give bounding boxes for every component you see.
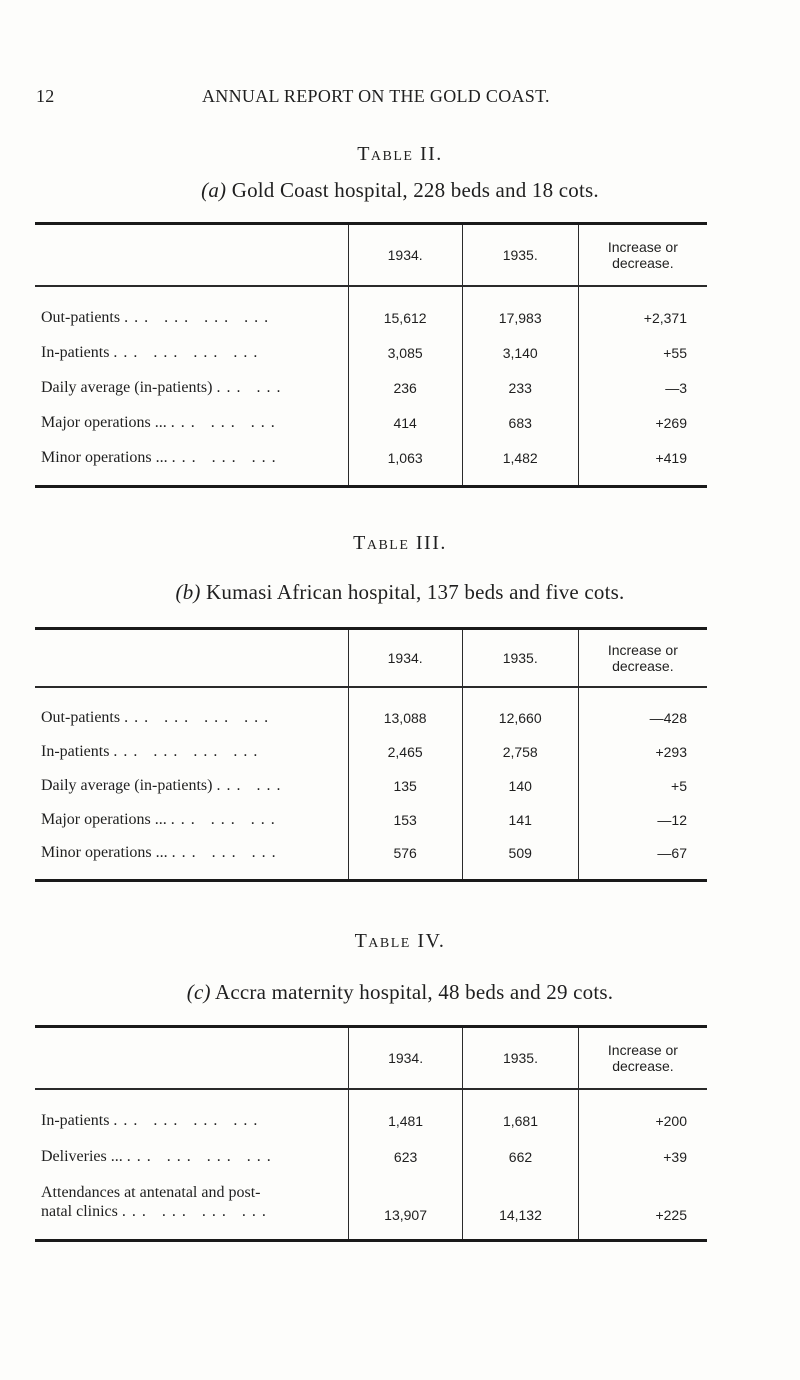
value-change: —12	[578, 803, 707, 837]
header-1934: 1934.	[348, 224, 462, 286]
value-change: +55	[578, 336, 707, 371]
table-row	[35, 286, 707, 336]
value-change: +293	[578, 735, 707, 769]
row-label: Out-patients ... ... ... ...	[41, 709, 275, 726]
table-title: Table IV.	[354, 930, 446, 952]
value-1935: 1,482	[462, 441, 578, 487]
table-row	[35, 803, 707, 837]
value-1934: 1,481	[349, 1089, 463, 1139]
value-1935: 2,758	[462, 735, 578, 769]
caption-text: Gold Coast hospital, 228 beds and 18 cots.	[231, 178, 599, 202]
header-change: Increase or decrease.	[578, 224, 707, 286]
value-1934: 3,085	[348, 336, 462, 371]
value-1935: 141	[462, 803, 578, 837]
value-1935: 3,140	[462, 336, 578, 371]
value-1934: 576	[348, 837, 462, 881]
row-label: Minor operations ... ... ... ...	[41, 843, 282, 861]
table-caption	[0, 980, 800, 1005]
table-row	[35, 1089, 707, 1139]
value-1935: 233	[462, 371, 578, 406]
table-row	[35, 735, 707, 769]
row-label: In-patients ... ... ... ...	[41, 344, 264, 361]
header-1934: 1934.	[348, 629, 462, 687]
row-label: Daily average (in-patients) ... ...	[41, 776, 287, 794]
data-table	[35, 222, 707, 488]
value-1934: 1,063	[348, 441, 462, 487]
row-label: Major operations ... ... ... ...	[41, 414, 281, 431]
value-1935: 12,660	[462, 687, 578, 735]
table-row	[35, 371, 707, 406]
value-1935: 1,681	[463, 1089, 579, 1139]
table-row	[35, 769, 707, 803]
value-change: +225	[578, 1175, 707, 1241]
value-1934: 13,907	[349, 1175, 463, 1241]
value-1935: 14,132	[463, 1175, 579, 1241]
table-caption	[0, 580, 800, 605]
table-caption	[0, 178, 800, 203]
value-change: +200	[578, 1089, 707, 1139]
table-title: Table II.	[357, 143, 443, 165]
table-title: Table III.	[353, 532, 447, 554]
caption-letter: (a)	[201, 178, 227, 202]
value-1935: 17,983	[462, 286, 578, 336]
caption-text: Accra maternity hospital, 48 beds and 29 cots.	[215, 980, 614, 1004]
caption-letter: (b)	[175, 580, 201, 604]
table-row	[35, 1139, 707, 1175]
header-1934: 1934.	[349, 1027, 463, 1089]
row-label: Daily average (in-patients) ... ...	[41, 379, 287, 396]
header-change: Increase or decrease.	[578, 1027, 707, 1089]
header-blank	[35, 629, 348, 687]
value-change: —67	[578, 837, 707, 881]
value-change: —428	[578, 687, 707, 735]
table-row	[35, 1175, 707, 1241]
header-1935: 1935.	[462, 224, 578, 286]
header-blank	[35, 224, 348, 286]
table-row	[35, 336, 707, 371]
value-1934: 414	[348, 406, 462, 441]
row-label: In-patients ... ... ... ...	[41, 742, 264, 760]
data-table	[35, 627, 707, 882]
value-change: +5	[578, 769, 707, 803]
value-1934: 236	[348, 371, 462, 406]
table-row	[35, 406, 707, 441]
running-title: ANNUAL REPORT ON THE GOLD COAST.	[202, 86, 550, 106]
value-change: +2,371	[578, 286, 707, 336]
value-change: +419	[578, 441, 707, 487]
caption-letter: (c)	[186, 980, 211, 1004]
header-1935: 1935.	[462, 629, 578, 687]
row-label: Minor operations ... ... ... ...	[41, 448, 282, 466]
header-blank	[35, 1027, 349, 1089]
row-label: In-patients ... ... ... ...	[41, 1112, 264, 1129]
table-row	[35, 687, 707, 735]
value-1935: 509	[462, 837, 578, 881]
value-1934: 153	[348, 803, 462, 837]
value-1934: 13,088	[348, 687, 462, 735]
value-change: —3	[578, 371, 707, 406]
row-label: Out-patients ... ... ... ...	[41, 309, 275, 326]
value-1934: 135	[348, 769, 462, 803]
row-label: Deliveries ... ... ... ... ...	[41, 1147, 277, 1165]
value-1935: 140	[462, 769, 578, 803]
page-number: 12	[36, 86, 55, 106]
header-1935: 1935.	[463, 1027, 579, 1089]
data-table	[35, 1025, 707, 1242]
header-row	[35, 224, 707, 286]
row-label: Major operations ... ... ... ...	[41, 810, 281, 828]
value-1935: 683	[462, 406, 578, 441]
header-change: Increase or decrease.	[578, 629, 707, 687]
value-1934: 623	[349, 1139, 463, 1175]
value-1934: 15,612	[348, 286, 462, 336]
caption-text: Kumasi African hospital, 137 beds and five cots.	[206, 580, 625, 604]
value-change: +39	[578, 1139, 707, 1175]
table-row	[35, 837, 707, 881]
header-row	[35, 629, 707, 687]
row-label: Attendances at antenatal and post- natal clinics ... ... ... ...	[41, 1183, 272, 1220]
value-1935: 662	[463, 1139, 579, 1175]
table-row	[35, 441, 707, 487]
value-change: +269	[578, 406, 707, 441]
value-1934: 2,465	[348, 735, 462, 769]
header-row	[35, 1027, 707, 1089]
